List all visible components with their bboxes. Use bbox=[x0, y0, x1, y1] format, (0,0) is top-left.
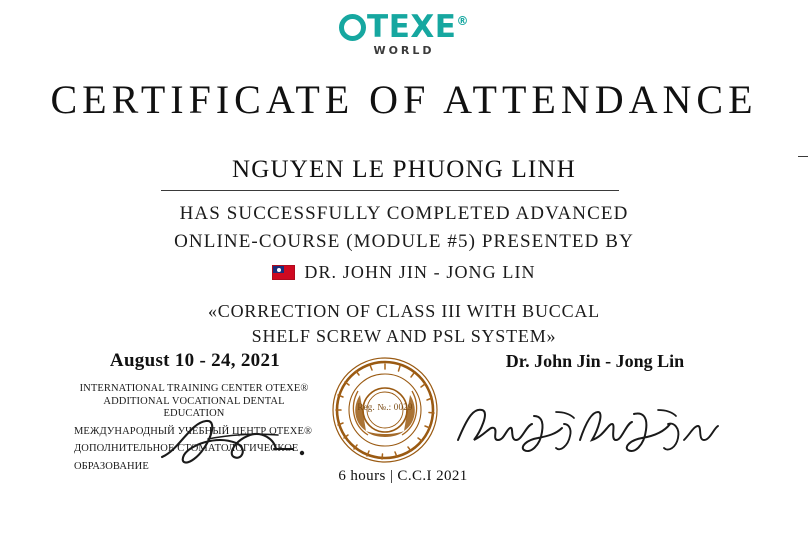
hours-credit: 6 hours | C.C.I 2021 bbox=[338, 468, 468, 484]
issue-date: August 10 - 24, 2021 bbox=[109, 350, 281, 371]
org-en-line-1: INTERNATIONAL TRAINING CENTER OTEXE® bbox=[79, 383, 309, 394]
taiwan-flag-icon bbox=[272, 265, 295, 280]
presenter-name: DR. JOHN JIN - JONG LIN bbox=[304, 262, 536, 282]
seal-registration-text: Reg. №.: 0029 bbox=[357, 402, 413, 412]
flag-sun bbox=[277, 268, 281, 272]
org-ru-line-1: МЕЖДУНАРОДНЫЙ УЧЕБНЫЙ ЦЕНТР OTEXE® bbox=[74, 425, 313, 437]
signer-name: Dr. John Jin - Jong Lin bbox=[505, 351, 685, 371]
instructor-signature bbox=[452, 398, 732, 460]
logo-brand-text: TEXE bbox=[367, 9, 457, 45]
org-ru-line-2: ДОПОЛНИТЕЛЬНОЕ СТОМАТОЛОГИЧЕСКОЕ bbox=[74, 443, 299, 454]
body-line-1: HAS SUCCESSFULLY COMPLETED ADVANCED bbox=[179, 203, 629, 224]
official-seal bbox=[330, 355, 440, 465]
presenter-row bbox=[0, 262, 808, 283]
logo-wordmark bbox=[339, 9, 469, 45]
logo-subtitle: WORLD bbox=[373, 44, 435, 57]
registered-trademark-icon: ® bbox=[456, 14, 469, 28]
org-en-line-2: ADDITIONAL VOCATIONAL DENTAL EDUCATION bbox=[103, 395, 285, 419]
org-ru-line-3: ОБРАЗОВАНИЕ bbox=[74, 460, 149, 472]
director-signature bbox=[150, 405, 330, 475]
body-text bbox=[0, 200, 808, 349]
recipient-name: NGUYEN LE PHUONG LINH bbox=[232, 156, 576, 183]
course-title-line-2: SHELF SCREW AND PSL SYSTEM» bbox=[251, 326, 557, 346]
recipient-underline bbox=[161, 190, 619, 191]
brand-logo bbox=[0, 9, 808, 57]
course-title bbox=[0, 299, 808, 349]
logo-o-icon bbox=[339, 14, 366, 41]
page-title: CERTIFICATE OF ATTENDANCE bbox=[50, 77, 758, 122]
edge-artifact bbox=[798, 156, 808, 157]
course-title-line-1: «CORRECTION OF CLASS III WITH BUCCAL bbox=[208, 301, 600, 321]
body-line-2: ONLINE-COURSE (MODULE #5) PRESENTED BY bbox=[174, 231, 634, 252]
